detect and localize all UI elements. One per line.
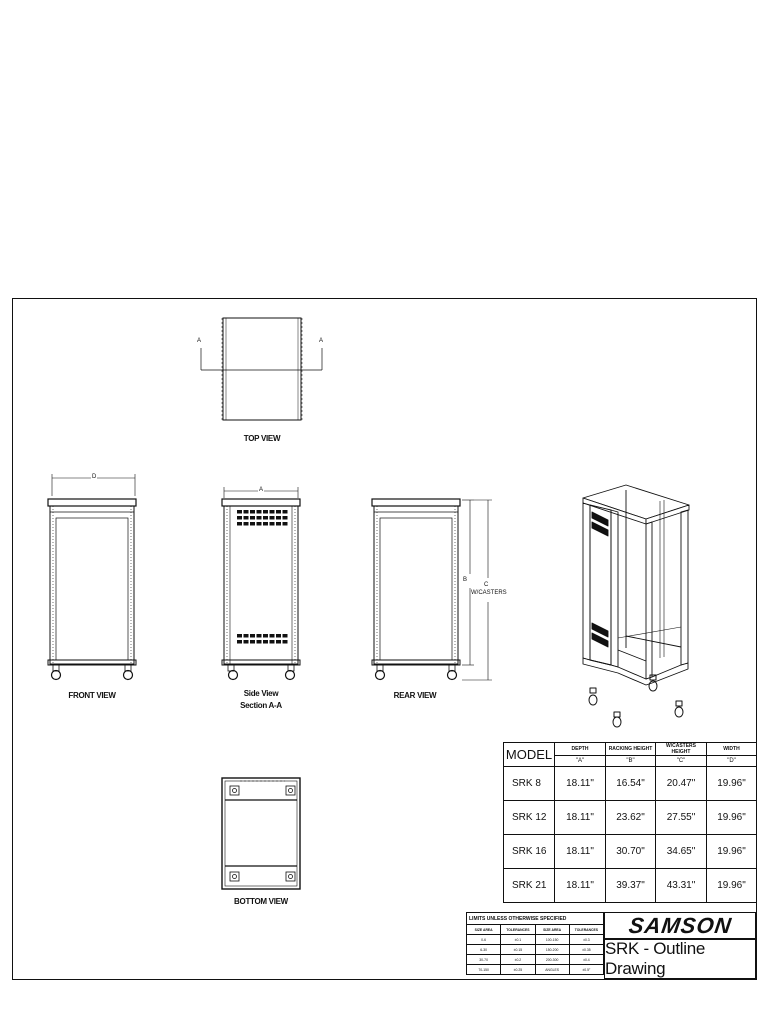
vent-slot	[257, 516, 262, 520]
value-cell: 30.70"	[606, 835, 656, 869]
tolerance-cell: ±0.2	[501, 955, 535, 965]
top-view-drawing	[201, 318, 322, 420]
page-mark: `	[383, 0, 385, 6]
vent-slot	[270, 522, 275, 526]
vent-slot	[257, 522, 262, 526]
bottom-view-label: BOTTOM VIEW	[234, 897, 288, 906]
column-header: RACKING HEIGHT	[606, 743, 656, 756]
vent-slot	[283, 516, 288, 520]
vent-slot	[263, 510, 268, 514]
value-cell: 19.96"	[707, 869, 757, 903]
vent-slot	[250, 634, 255, 638]
tolerance-cell: ANGLES	[535, 965, 569, 975]
rear-view-label: REAR VIEW	[393, 691, 437, 700]
vent-slot	[263, 516, 268, 520]
tolerance-header: SIZE AREA	[535, 925, 569, 935]
vent-slot	[263, 634, 268, 638]
tolerance-cell: ±0.25	[501, 965, 535, 975]
samson-logo: SAMSON	[627, 912, 734, 938]
tolerance-header: SIZE AREA	[467, 925, 501, 935]
value-cell: 19.96"	[707, 767, 757, 801]
model-cell: SRK 12	[504, 801, 555, 835]
column-code: "D"	[707, 756, 757, 767]
tolerance-cell: ±0.3	[569, 935, 603, 945]
tolerance-header: TOLERANCES	[569, 925, 603, 935]
vent-slot	[283, 522, 288, 526]
vent-slot	[257, 634, 262, 638]
column-header: DEPTH	[555, 743, 606, 756]
table-row	[504, 869, 757, 903]
vent-slot	[270, 516, 275, 520]
table-row	[504, 801, 757, 835]
vent-slot	[270, 510, 275, 514]
model-cell: SRK 16	[504, 835, 555, 869]
value-cell: 16.54"	[606, 767, 656, 801]
vent-slot	[237, 516, 242, 520]
tolerance-header: TOLERANCES	[501, 925, 535, 935]
vent-slot	[276, 640, 281, 644]
vent-slot	[263, 640, 268, 644]
side-view-drawing	[222, 487, 300, 680]
front-view-label: FRONT VIEW	[68, 691, 116, 700]
tolerance-cell: ±0.35	[569, 945, 603, 955]
column-code: "A"	[555, 756, 606, 767]
value-cell: 19.96"	[707, 835, 757, 869]
vent-slot	[244, 634, 249, 638]
vent-slot	[283, 640, 288, 644]
vent-slot	[276, 510, 281, 514]
vent-slot	[270, 634, 275, 638]
value-cell: 43.31"	[656, 869, 707, 903]
column-header: W/CASTERS HEIGHT	[656, 743, 707, 756]
table-row	[504, 835, 757, 869]
vent-slot	[244, 510, 249, 514]
tolerance-cell: 70-150	[467, 965, 501, 975]
rear-dimension-c-sub: W/CASTERS	[471, 590, 507, 596]
value-cell: 18.11"	[555, 869, 606, 903]
vent-slot	[250, 522, 255, 526]
column-header: WIDTH	[707, 743, 757, 756]
tolerance-cell: 0-6	[467, 935, 501, 945]
bottom-view-drawing	[222, 778, 300, 889]
front-width-dimension: D	[92, 474, 97, 480]
value-cell: 23.62"	[606, 801, 656, 835]
vent-slot	[237, 640, 242, 644]
tolerance-cell: 100-150	[535, 935, 569, 945]
column-code: "C"	[656, 756, 707, 767]
vent-slot	[276, 634, 281, 638]
tolerance-title: LIMITS UNLESS OTHERWISE SPECIFIED	[467, 913, 604, 925]
value-cell: 27.55"	[656, 801, 707, 835]
value-cell: 18.11"	[555, 835, 606, 869]
value-cell: 18.11"	[555, 801, 606, 835]
vent-slot	[257, 640, 262, 644]
vent-slot	[250, 516, 255, 520]
vent-slot	[276, 522, 281, 526]
tolerance-cell: ±0.4	[569, 955, 603, 965]
vent-slot	[257, 510, 262, 514]
vent-slot	[244, 640, 249, 644]
value-cell: 39.37"	[606, 869, 656, 903]
front-view-drawing	[48, 474, 136, 680]
section-marker-left: A	[197, 338, 202, 344]
section-aa-label: Section A-A	[240, 701, 282, 710]
vent-slot	[237, 510, 242, 514]
tolerance-table	[466, 912, 604, 975]
vent-slot	[237, 634, 242, 638]
column-code: "B"	[606, 756, 656, 767]
vent-slot	[283, 634, 288, 638]
value-cell: 20.47"	[656, 767, 707, 801]
tolerance-cell: ±0.15	[501, 945, 535, 955]
tolerance-cell: 6-30	[467, 945, 501, 955]
top-view-label: TOP VIEW	[243, 434, 281, 443]
tolerance-cell: 30-70	[467, 955, 501, 965]
vent-slot	[283, 510, 288, 514]
tolerance-row	[467, 965, 604, 975]
tolerance-cell: 200-300	[535, 955, 569, 965]
dimension-table	[503, 742, 757, 903]
vent-slot	[263, 522, 268, 526]
tolerance-row	[467, 935, 604, 945]
section-marker-right: A	[319, 338, 324, 344]
vent-slot	[250, 510, 255, 514]
tolerance-cell: ±0.5°	[569, 965, 603, 975]
tolerance-cell: ±0.1	[501, 935, 535, 945]
vent-slot	[276, 516, 281, 520]
title-block	[604, 939, 756, 979]
table-row	[504, 767, 757, 801]
value-cell: 19.96"	[707, 801, 757, 835]
brand-box	[604, 912, 756, 939]
rear-dimension-b: B	[463, 577, 468, 583]
model-cell: SRK 8	[504, 767, 555, 801]
model-cell: SRK 21	[504, 869, 555, 903]
vent-slot	[237, 522, 242, 526]
side-view-vents	[237, 510, 288, 644]
model-header: MODEL	[504, 743, 555, 767]
tolerance-cell: 150-200	[535, 945, 569, 955]
tolerance-row	[467, 945, 604, 955]
value-cell: 34.65"	[656, 835, 707, 869]
vent-slot	[244, 516, 249, 520]
drawing-title: SRK - Outline Drawing	[605, 939, 706, 978]
value-cell: 18.11"	[555, 767, 606, 801]
vent-slot	[270, 640, 275, 644]
isometric-view-drawing	[583, 485, 689, 727]
vent-slot	[244, 522, 249, 526]
rear-dimension-c: C	[484, 582, 489, 588]
tolerance-row	[467, 955, 604, 965]
vent-slot	[250, 640, 255, 644]
side-view-label: Side View	[243, 689, 279, 698]
side-depth-dimension: A	[259, 487, 264, 493]
